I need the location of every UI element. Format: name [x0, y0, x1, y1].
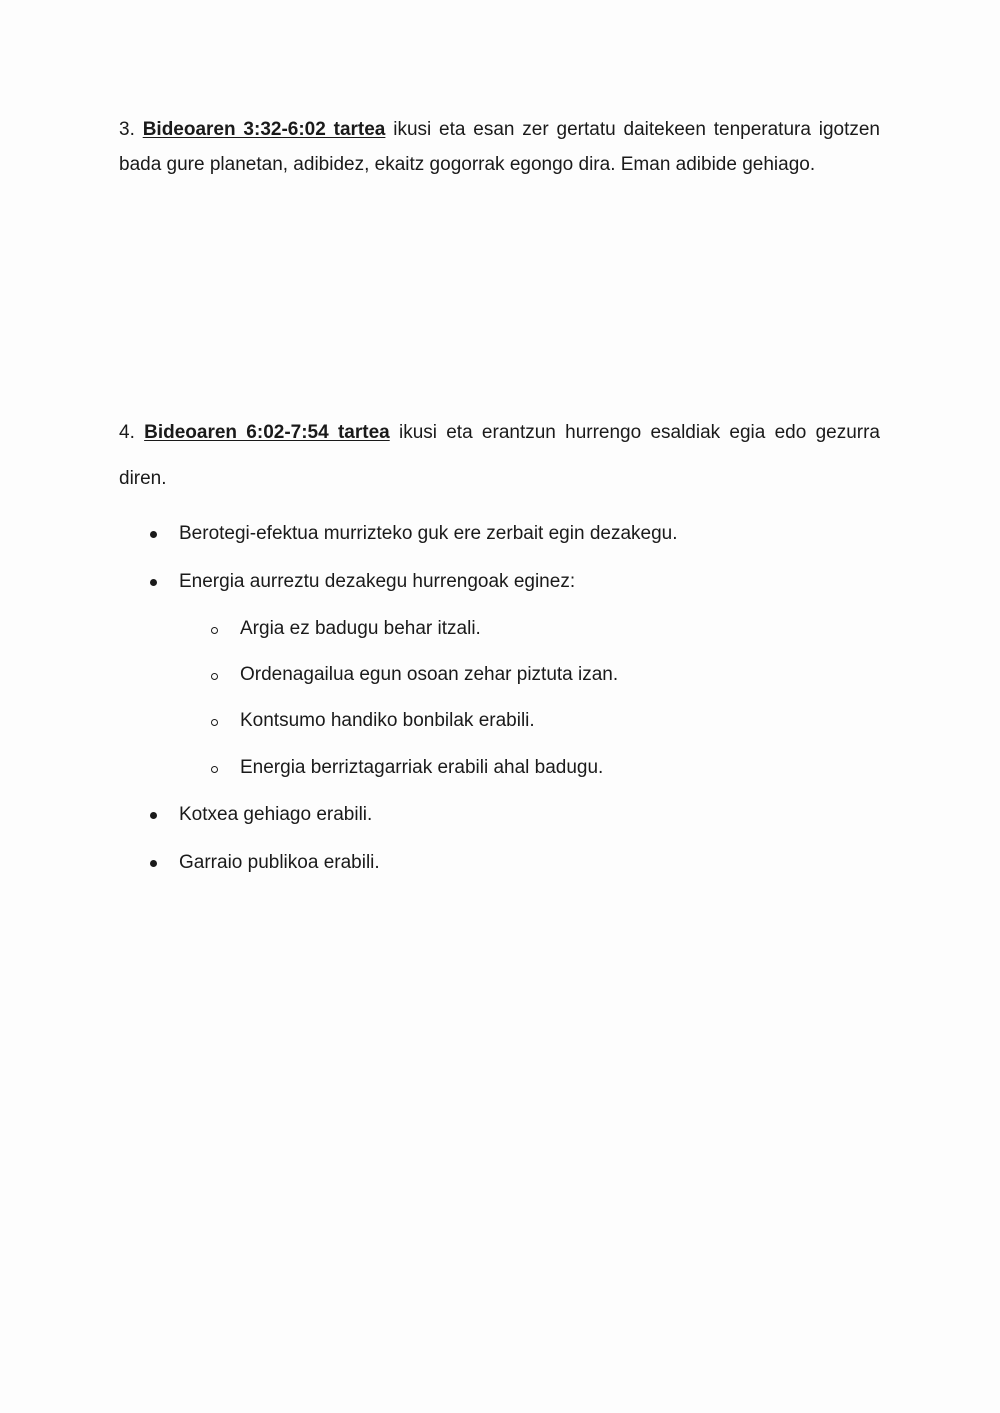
question-3-number: 3. [119, 119, 135, 140]
sub-statement-text: Ordenagailua egun osoan zehar piztuta izan. [240, 664, 619, 685]
bullet-icon [150, 579, 157, 586]
question-3-text: ikusi eta esan zer gertatu daitekeen tenperatura igotzen bada gure planetan, adibidez, ekaitz gogorrak egongo dira. Eman adibide gehiago. [119, 119, 880, 175]
statement-text: Energia aurreztu dezakegu hurrengoak eginez: [179, 571, 576, 592]
question-3-video-segment: Bideoaren 3:32-6:02 tartea [142, 119, 386, 140]
sub-statement-text: Energia berriztagarriak erabili ahal badugu. [240, 757, 604, 778]
question-3 [119, 113, 880, 182]
bullet-icon [150, 531, 157, 538]
bullet-icon [150, 860, 157, 867]
sub-statement-text: Kontsumo handiko bonbilak erabili. [240, 710, 535, 731]
circle-bullet-icon [211, 719, 218, 726]
question-4 [119, 410, 880, 502]
circle-bullet-icon [211, 673, 218, 680]
statement-text: Berotegi-efektua murrizteko guk ere zerbait egin dezakegu. [179, 523, 678, 544]
circle-bullet-icon [211, 627, 218, 634]
question-4-video-segment: Bideoaren 6:02-7:54 tartea [144, 422, 390, 443]
bullet-icon [150, 812, 157, 819]
statement-text: Garraio publikoa erabili. [179, 852, 380, 873]
circle-bullet-icon [211, 766, 218, 773]
statement-text: Kotxea gehiago erabili. [179, 804, 373, 825]
question-4-text: ikusi eta erantzun hurrengo esaldiak egia edo gezurra diren. [119, 422, 880, 489]
sub-statement-text: Argia ez badugu behar itzali. [240, 618, 481, 639]
question-4-number: 4. [119, 422, 135, 443]
